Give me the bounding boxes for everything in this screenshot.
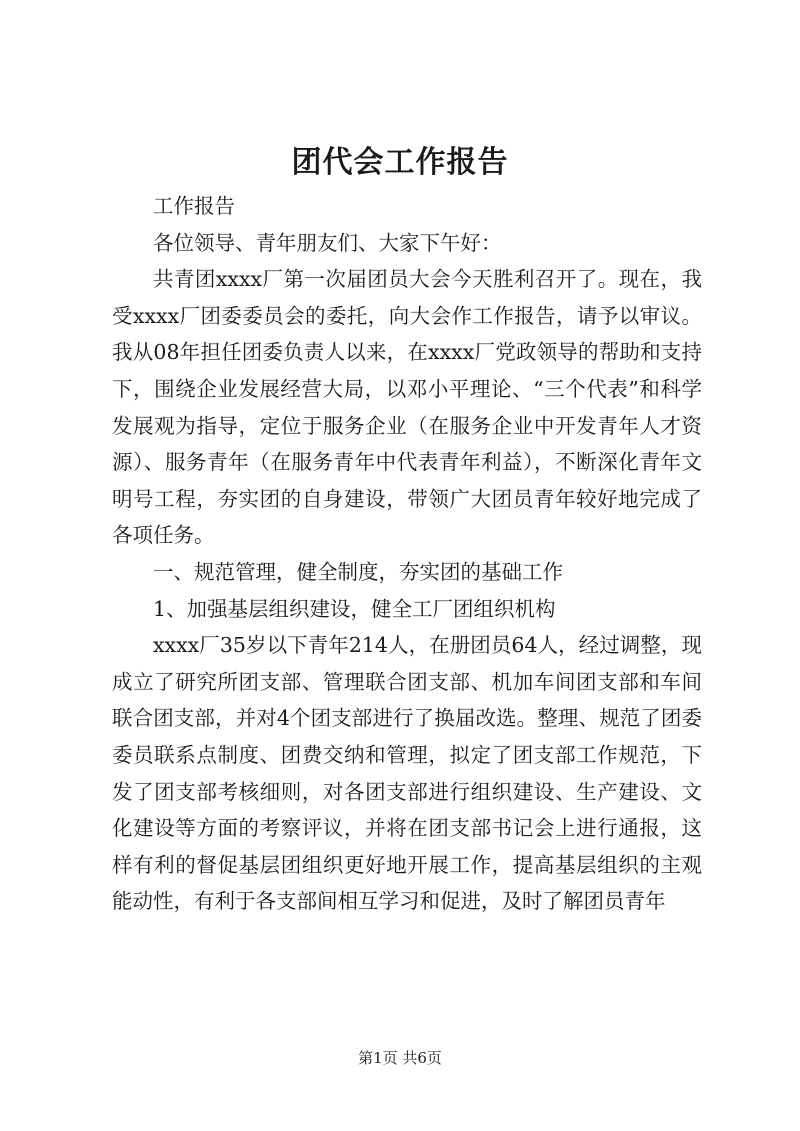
paragraph-heading-report: 工作报告 (153, 194, 235, 218)
subsection-heading-1-1: 1、加强基层组织建设，健全工厂团组织机构 (153, 596, 556, 621)
section-heading-1: 一、规范管理，健全制度，夯实团的基础工作 (153, 559, 563, 584)
page-footer: 第1页 共6页 (358, 1049, 442, 1067)
document-title: 团代会工作报告 (291, 145, 509, 180)
paragraph-intro: 共青团xxxx厂第一次届团员大会今天胜利召开了。现在，我受xxxx厂团委委员会的委托，向大会作工作报告，请予以审议。我从08年担任团委负责人以来，在xxxx厂党政领导的帮助和支持下，围绕企业发展经营大局，以邓小平理论、“三个代表”和科学发展观为指导，定位于服务企业（在服务企业中开发青年人才资源）、服务青年（在服务青年中代表青年利益），不断深化青年文明号工程，夯实团的自身建设，带领广大团员青年较好地完成了各项任务。 (112, 267, 702, 548)
paragraph-organization: xxxx厂35岁以下青年214人，在册团员64人，经过调整，现成立了研究所团支部、管理联合团支部、机加车间团支部和车间联合团支部，并对4个团支部进行了换届改选。整理、规范了团委委员联系点制度、团费交纳和管理，拟定了团支部工作规范，下发了团支部考核细则，对各团支部进行组织建设、生产建设、文化建设等方面的考察评议，并将在团支部书记会上进行通报，这样有利的督促基层团组织更好地开展工作，提高基层组织的主观能动性，有利于各支部间相互学习和促进，及时了解团员青年 (112, 633, 702, 914)
document-body (112, 188, 702, 920)
paragraph-greeting: 各位领导、青年朋友们、大家下午好： (153, 230, 502, 255)
